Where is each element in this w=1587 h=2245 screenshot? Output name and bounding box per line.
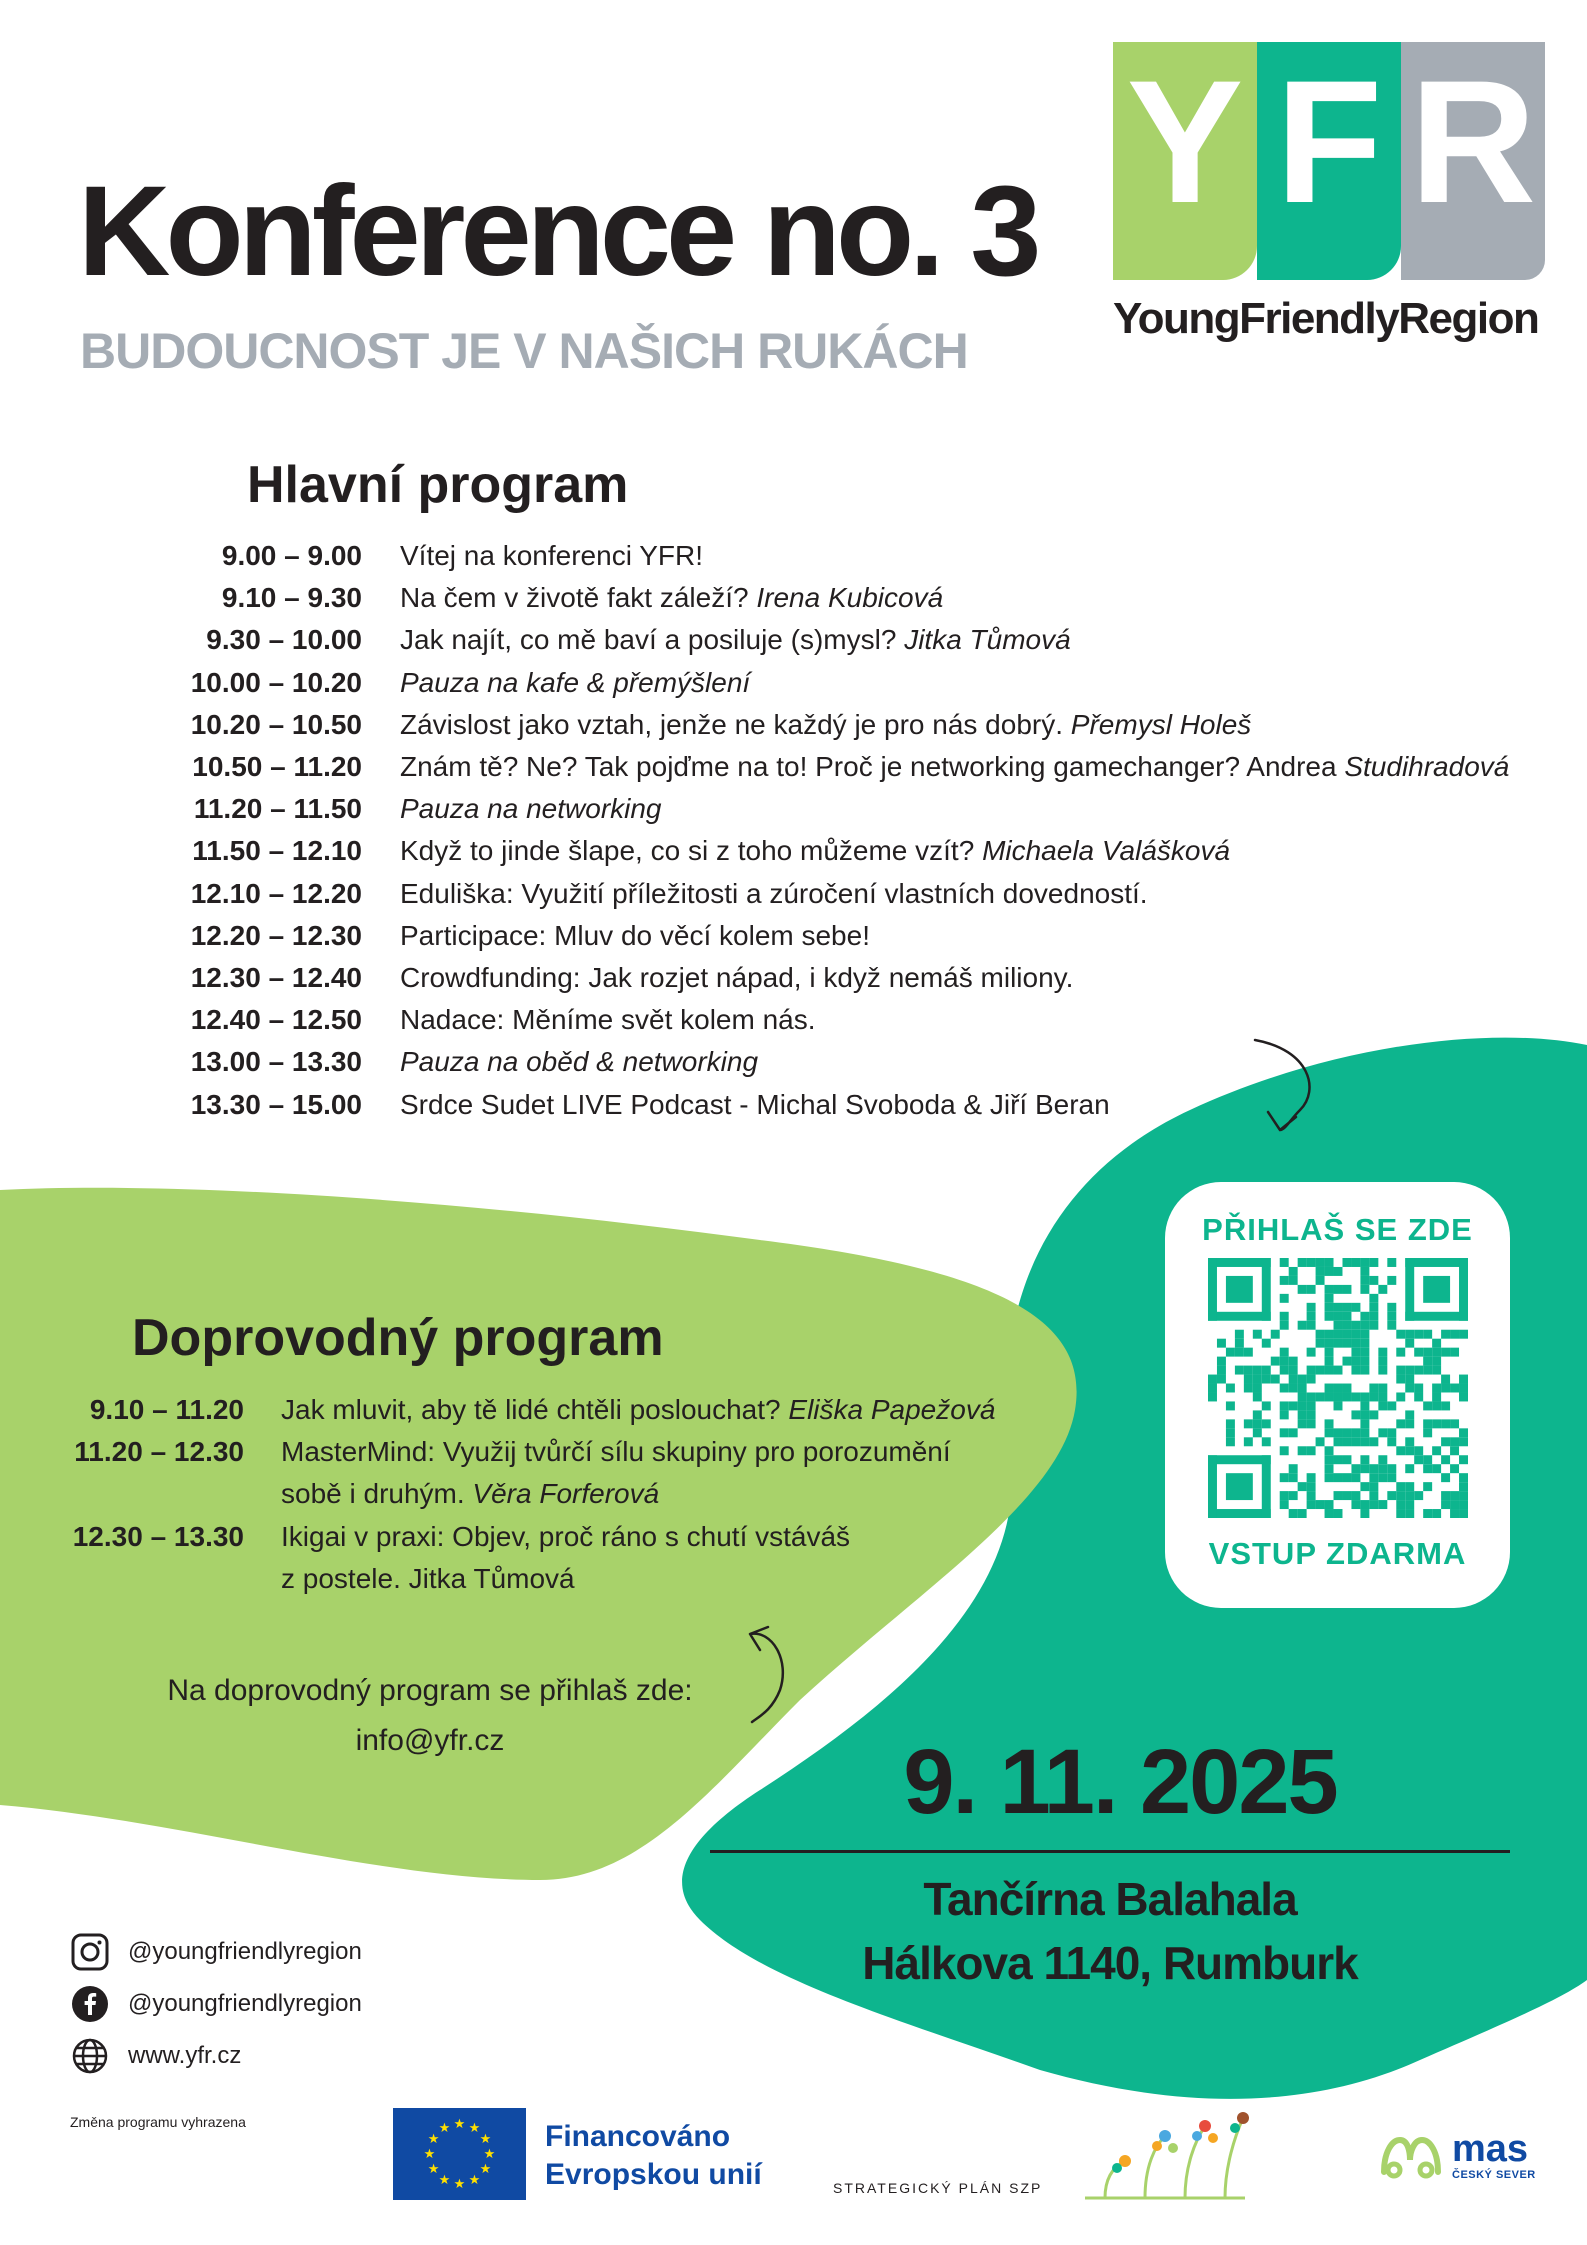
- program-time: 11.20 – 11.50: [193, 793, 362, 825]
- program-topic: Závislost jako vztah, jenže ne každý je pro nás dobrý.: [400, 708, 1071, 740]
- program-time: 10.20 – 10.50: [190, 708, 362, 740]
- program-speaker: Michaela Valášková: [982, 835, 1231, 867]
- page-title: Konference no. 3: [78, 160, 1037, 303]
- strategic-plan-label: STRATEGICKÝ PLÁN SZP: [833, 2180, 1043, 2196]
- program-change-note: Změna programu vyhrazena: [70, 2114, 246, 2130]
- mas-name: mas: [1452, 2128, 1529, 2170]
- instagram-icon: [70, 1932, 110, 1972]
- program-description: [400, 708, 1252, 740]
- program-time: 10.00 – 10.20: [190, 666, 362, 698]
- eu-star-icon: ★: [479, 2131, 492, 2146]
- program-time: 10.50 – 11.20: [192, 751, 362, 782]
- mas-logo-icon: [1378, 2132, 1444, 2180]
- program-speaker: Pauza na kafe & přemýšlení: [400, 666, 751, 698]
- signup-line: Na doprovodný program se přihlaš zde:: [167, 1674, 693, 1707]
- yfr-logo: [1113, 42, 1545, 344]
- program-description: [400, 1006, 816, 1034]
- side-program-description: [281, 1480, 659, 1508]
- side-program-text: Jak mluvit, aby tě lidé chtěli poslouchat?: [281, 1394, 789, 1425]
- program-speaker: Irena Kubicová: [756, 582, 944, 614]
- event-address: Hálkova 1140, Rumburk: [862, 1937, 1358, 1989]
- program-description: [400, 1048, 758, 1076]
- program-time: 11.50 – 12.10: [192, 835, 362, 867]
- social-web[interactable]: [70, 2036, 241, 2076]
- social-facebook[interactable]: [70, 1984, 362, 2024]
- program-topic: Jak najít, co mě baví a posiluje (s)mysl?: [400, 624, 905, 656]
- program-description: [400, 919, 870, 951]
- qr-bottom-label: VSTUP ZDARMA: [1208, 1536, 1467, 1571]
- side-program-text: MasterMind: Využij tvůrčí sílu skupiny pro porozumění: [281, 1436, 951, 1468]
- program-description: [400, 964, 1073, 992]
- program-topic: Znám tě? Ne? Tak pojďme na to! Proč je networking gamechanger? Andrea: [400, 751, 1345, 782]
- program-speaker: Pauza na oběd & networking: [400, 1046, 759, 1078]
- eu-star-icon: ★: [453, 2176, 466, 2191]
- program-speaker: Jitka Tůmová: [904, 624, 1071, 656]
- logo-letter-f: F: [1257, 42, 1401, 280]
- program-topic: Když to jinde šlape, co si z toho můžeme vzít?: [400, 835, 983, 867]
- logo-letter-y: Y: [1113, 42, 1257, 280]
- signup-info: [120, 1666, 740, 1766]
- program-time: 9.00 – 9.00: [221, 540, 362, 571]
- program-description: [400, 877, 1148, 909]
- program-time: 9.10 – 9.30: [221, 582, 362, 614]
- eu-star-icon: ★: [468, 2120, 481, 2136]
- event-venue: Tančírna Balahala: [923, 1873, 1297, 1925]
- logo-name: YoungFriendlyRegion: [1113, 294, 1539, 343]
- side-program-description: [281, 1520, 851, 1552]
- program-topic: Na čem v životě fakt záleží?: [400, 582, 757, 614]
- program-time: 12.40 – 12.50: [190, 1004, 362, 1036]
- side-program-text: Ikigai v praxi: Objev, proč ráno s chutí vstáváš: [281, 1520, 851, 1552]
- social-instagram-text: @youngfriendlyregion: [128, 1938, 362, 1965]
- program-topic: Srdce Sudet LIVE Podcast - Michal Svoboda & Jiří Beran: [400, 1088, 1110, 1120]
- program-description: [400, 795, 662, 823]
- eu-star-icon: ★: [468, 2171, 481, 2187]
- program-time: 13.30 – 15.00: [190, 1088, 362, 1120]
- side-program-description: [281, 1438, 951, 1466]
- side-program-text: sobě i druhým.: [281, 1478, 473, 1510]
- eu-line-1: Financováno: [545, 2120, 731, 2153]
- eu-star-icon: ★: [479, 2161, 492, 2176]
- program-time: 12.20 – 12.30: [190, 919, 362, 951]
- social-facebook-text: @youngfriendlyregion: [128, 1990, 362, 2017]
- eu-star-icon: ★: [438, 2171, 451, 2187]
- eu-star-icon: ★: [427, 2131, 440, 2146]
- eu-star-icon: ★: [483, 2146, 496, 2161]
- side-program-time: 11.20 – 12.30: [74, 1436, 244, 1468]
- program-description: [400, 626, 1071, 654]
- eu-star-icon: ★: [427, 2161, 440, 2176]
- side-program-description: [281, 1562, 575, 1594]
- eu-line-2: Evropskou unií: [545, 2158, 762, 2191]
- side-program-text: z postele. Jitka Tůmová: [281, 1562, 575, 1594]
- program-time: 13.00 – 13.30: [190, 1046, 362, 1078]
- program-description: [400, 837, 1230, 865]
- program-description: [400, 542, 703, 570]
- social-web-text: www.yfr.cz: [128, 2042, 242, 2069]
- page-subtitle: BUDOUCNOST JE V NAŠICH RUKÁCH: [80, 323, 968, 379]
- program-time: 12.10 – 12.20: [190, 877, 362, 909]
- eu-funding-text: [545, 2118, 762, 2194]
- side-program-title: Doprovodný program: [132, 1309, 664, 1367]
- social-instagram[interactable]: [70, 1932, 362, 1972]
- program-topic: Crowdfunding: Jak rozjet nápad, i když nemáš miliony.: [400, 962, 1074, 993]
- program-speaker: Pauza na networking: [400, 793, 662, 825]
- eu-flag-icon: [393, 2108, 526, 2200]
- main-program-title: Hlavní program: [247, 456, 629, 514]
- side-program-speaker: Věra Forferová: [472, 1478, 660, 1510]
- program-description: [400, 666, 751, 698]
- strategic-plan-logo: [1065, 2106, 1265, 2202]
- side-program-time: 9.10 – 11.20: [89, 1394, 244, 1425]
- date-divider: [710, 1850, 1510, 1853]
- side-program-speaker: Eliška Papežová: [788, 1394, 996, 1425]
- program-speaker: Studihradová: [1344, 751, 1510, 782]
- facebook-icon: [70, 1984, 110, 2024]
- program-description: [400, 584, 943, 612]
- qr-top-label: PŘIHLAŠ SE ZDE: [1202, 1212, 1473, 1247]
- side-program-time: 12.30 – 13.30: [72, 1520, 244, 1552]
- program-topic: Vítej na konferenci YFR!: [400, 540, 703, 571]
- qr-code[interactable]: [1208, 1258, 1468, 1518]
- qr-card[interactable]: [1165, 1182, 1510, 1608]
- event-date: 9. 11. 2025: [903, 1731, 1337, 1833]
- logo-blocks: [1113, 42, 1545, 280]
- eu-star-icon: ★: [438, 2120, 451, 2136]
- program-description: [400, 1088, 1110, 1120]
- eu-star-icon: ★: [453, 2116, 466, 2131]
- program-time: 9.30 – 10.00: [206, 624, 362, 656]
- program-topic: Eduliška: Využití příležitosti a zúročení vlastních dovedností.: [400, 877, 1148, 909]
- eu-star-icon: ★: [423, 2146, 436, 2161]
- globe-icon: [70, 2036, 110, 2076]
- signup-email[interactable]: info@yfr.cz: [355, 1724, 505, 1757]
- program-description: [400, 753, 1509, 781]
- program-topic: Nadace: Měníme svět kolem nás.: [400, 1004, 816, 1036]
- program-speaker: Přemysl Holeš: [1070, 708, 1252, 740]
- side-program-description: [281, 1396, 995, 1424]
- program-time: 12.30 – 12.40: [190, 962, 362, 993]
- program-topic: Participace: Mluv do věcí kolem sebe!: [400, 919, 870, 951]
- logo-letter-r: R: [1401, 42, 1545, 280]
- mas-subtitle: ČESKÝ SEVER: [1452, 2169, 1536, 2181]
